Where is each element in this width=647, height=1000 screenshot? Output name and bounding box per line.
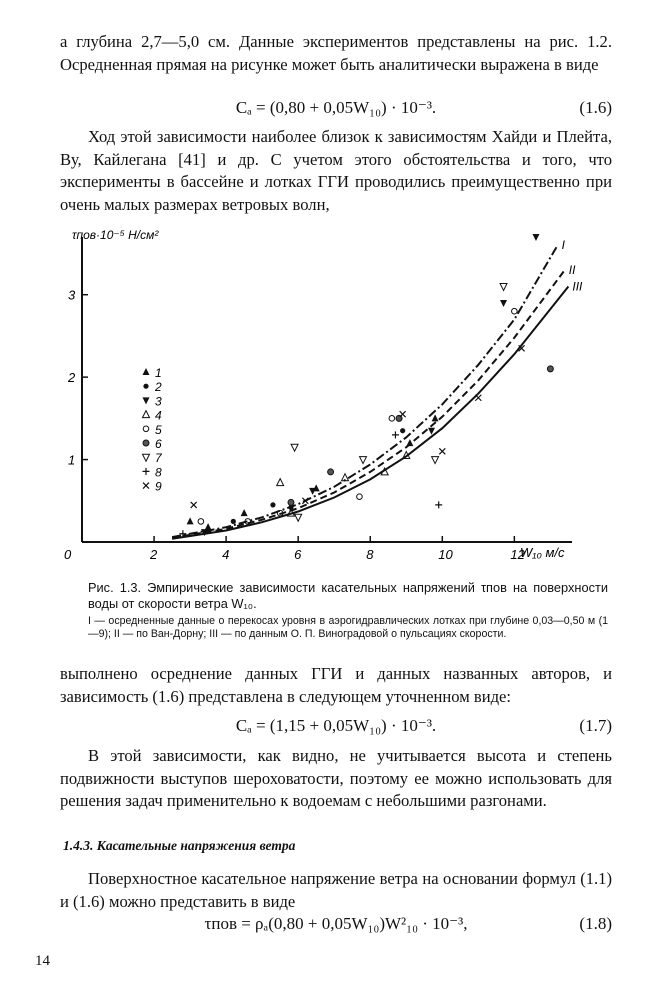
equation-1-6 bbox=[60, 98, 612, 122]
legend-marker bbox=[143, 411, 150, 418]
legend-label: 7 bbox=[155, 451, 162, 466]
data-point-series-1 bbox=[241, 509, 248, 516]
paragraph-3: выполнено осреднение данных ГГИ и данных названных авторов, и зависимость (1.6) представлена в следующем уточненном виде: bbox=[60, 664, 612, 706]
x-axis-label: W₁₀ м/с bbox=[520, 545, 565, 560]
data-point-series-7 bbox=[295, 514, 302, 521]
legend-marker bbox=[143, 368, 150, 375]
equation-number: (1.7) bbox=[579, 716, 612, 735]
curve-label: I bbox=[561, 238, 565, 253]
legend-marker bbox=[143, 397, 150, 404]
y-tick-label: 3 bbox=[68, 287, 76, 303]
figure-caption: Рис. 1.3. Эмпирические зависимости касательных напряжений τпов на поверхности воды от скорости ветра W₁₀. bbox=[88, 580, 608, 611]
data-point-series-7 bbox=[500, 283, 507, 290]
curve-II bbox=[172, 270, 565, 538]
data-point-series-9 bbox=[191, 502, 197, 508]
legend-label: 2 bbox=[155, 380, 162, 395]
data-point-series-1 bbox=[187, 517, 194, 524]
curve-I bbox=[172, 245, 557, 537]
legend-label: 4 bbox=[155, 408, 162, 423]
data-point-series-9 bbox=[475, 395, 481, 401]
x-tick-label: 4 bbox=[222, 547, 230, 562]
y-tick-label: 1 bbox=[68, 452, 76, 468]
curve-label: II bbox=[568, 262, 576, 277]
legend-label: 5 bbox=[155, 422, 162, 437]
x-tick-label: 0 bbox=[64, 547, 72, 562]
data-point-series-9 bbox=[400, 411, 406, 417]
chart-legend bbox=[143, 366, 164, 494]
equation-formula: Cₐ = (0,80 + 0,05W₁₀) · 10⁻³. bbox=[235, 98, 437, 117]
paragraph-4: В этой зависимости, как видно, не учитывается высота и степень подвижности выступов шероховатости, поэтому ее можно использовать для решения задач применительно к водоемам с небольшими разгонами. bbox=[60, 746, 612, 810]
curve-label: III bbox=[572, 279, 583, 294]
data-point-series-5 bbox=[512, 308, 518, 314]
data-point-series-7 bbox=[432, 457, 439, 464]
legend-marker bbox=[143, 440, 149, 446]
curve-III bbox=[172, 287, 568, 539]
data-point-series-4 bbox=[277, 479, 284, 486]
legend-label: 9 bbox=[155, 479, 162, 494]
data-point-series-5 bbox=[389, 416, 395, 422]
data-point-series-2 bbox=[400, 428, 405, 433]
data-point-series-2 bbox=[231, 519, 236, 524]
data-point-series-9 bbox=[439, 448, 445, 454]
data-point-series-1 bbox=[432, 414, 439, 421]
x-tick-label: 8 bbox=[366, 547, 374, 562]
data-point-series-7 bbox=[291, 444, 298, 451]
x-tick-label: 6 bbox=[294, 547, 302, 562]
data-point-series-6 bbox=[328, 469, 334, 475]
paragraph-5: Поверхностное касательное напряжение ветра на основании формул (1.1) и (1.6) можно представить в виде bbox=[60, 869, 612, 911]
figure-chart bbox=[0, 215, 647, 580]
y-axis-label: τпов·10⁻⁵ Н/см² bbox=[72, 228, 159, 242]
legend-label: 1 bbox=[155, 366, 162, 380]
equation-1-8 bbox=[60, 914, 612, 938]
data-point-series-2 bbox=[270, 502, 275, 507]
y-tick-label: 2 bbox=[68, 370, 76, 386]
x-tick-label: 2 bbox=[150, 547, 158, 562]
x-tick-label: 10 bbox=[438, 547, 453, 562]
legend-label: 8 bbox=[155, 465, 162, 480]
legend-marker bbox=[143, 468, 150, 475]
paragraph-1: а глубина 2,7—5,0 см. Данные экспериментов представлены на рис. 1.2. Осредненная прямая на рисунке может быть аналитически выражена в виде bbox=[60, 32, 612, 74]
data-point-series-5 bbox=[357, 494, 363, 500]
data-point-series-6 bbox=[288, 499, 294, 505]
data-point-series-3 bbox=[532, 234, 539, 241]
figure-legend: I — осредненные данные о перекосах уровня в аэрогидравлических лотках при глубине 0,03—0,50 м (1—9); II — по Ван-Дорну; III — по данным О. П. Виноградовой о пульсациях скорости. bbox=[88, 615, 608, 640]
legend-marker bbox=[143, 384, 148, 389]
equation-formula: τпов = ρₐ(0,80 + 0,05W₁₀)W²₁₀ · 10⁻³, bbox=[204, 914, 468, 933]
legend-label: 3 bbox=[155, 394, 162, 409]
data-point-series-3 bbox=[500, 300, 507, 307]
data-point-series-5 bbox=[198, 519, 204, 525]
x-tick-label: 12 bbox=[510, 547, 525, 562]
equation-number: (1.8) bbox=[579, 914, 612, 933]
data-point-series-7 bbox=[360, 457, 367, 464]
section-heading: 1.4.3. Касательные напряжения ветра bbox=[63, 838, 296, 853]
data-point-series-8 bbox=[392, 431, 399, 438]
chart-axes bbox=[64, 237, 572, 562]
equation-1-7 bbox=[60, 716, 612, 740]
chart-points bbox=[179, 234, 553, 537]
legend-marker bbox=[143, 454, 150, 461]
data-point-series-6 bbox=[547, 366, 553, 372]
legend-marker bbox=[143, 483, 149, 489]
legend-label: 6 bbox=[155, 437, 162, 451]
paragraph-2: Ход этой зависимости наиболее близок к зависимостям Хайди и Плейта, Ву, Кайлегана [41] и др. С учетом этого обстоятельства и того, что эксперименты в бассейне и лотках ГГИ проводились преимущественно при очень малых размерах ветровых волн, bbox=[60, 127, 612, 214]
chart-curves bbox=[172, 238, 583, 538]
data-point-series-1 bbox=[406, 439, 413, 446]
equation-formula: Cₐ = (1,15 + 0,05W₁₀) · 10⁻³. bbox=[235, 716, 437, 735]
legend-marker bbox=[143, 426, 149, 432]
equation-number: (1.6) bbox=[579, 98, 612, 117]
page-number: 14 bbox=[35, 953, 50, 969]
data-point-series-8 bbox=[435, 501, 442, 508]
